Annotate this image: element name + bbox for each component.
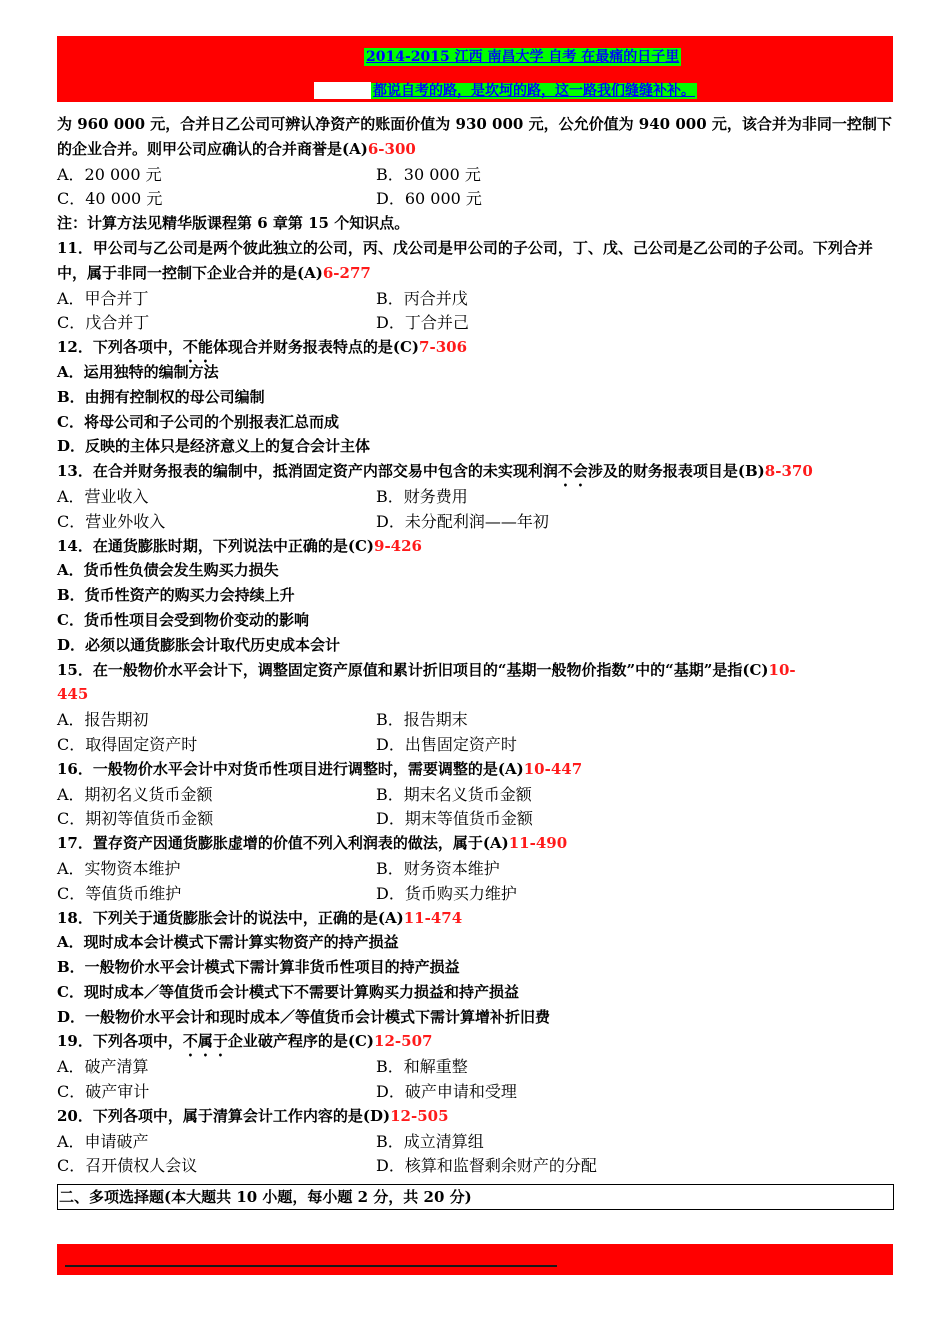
question-13 [57,459,893,484]
option-b: B．财务费用 [376,486,468,506]
question-15-cont [57,682,893,707]
option-b: B．和解重整 [376,1057,468,1077]
question-text: 13．在合并财务报表的编制中，抵消固定资产内部交易中包含的未实现利润 [57,462,558,481]
section-heading-multiple-choice: 二、多项选择题(本大题共 10 小题，每小题 2 分，共 20 分) [57,1184,894,1210]
question-text: 19．下列各项中， [57,1032,183,1051]
question-ref: 6-277 [322,263,371,282]
emphasis-text: 不属于 [182,1032,228,1051]
option-row [57,310,893,335]
question-ref: 12-505 [390,1106,449,1125]
question-text: 15．在一般物价水平会计下，调整固定资产原值和累计折旧项目的“基期一般物价指数”中的“基期”是指(C) [57,660,769,679]
question-15 [57,658,893,683]
option-row [57,1129,893,1154]
option-row [57,806,893,831]
question-text: 为 960 000 元，合并日乙公司可辨认净资产的账面价值为 930 000 元，公允价值为 940 000 元，该合并为非同一控制下的企业合并。则甲公司应确认的合并商誉是(A) [57,115,892,158]
question-ref: 8-370 [764,462,813,481]
question-ref: 12-507 [374,1032,433,1051]
question-text: 14．在通货膨胀时期，下列说法中正确的是(C) [57,536,375,555]
option-row [57,1079,893,1104]
note: 注：计算方法见精华版课程第 6 章第 15 个知识点。 [57,214,410,233]
option-d: D．货币购买力维护 [376,883,517,903]
question-text: 16．一般物价水平会计中对货币性项目进行调整时，需要调整的是(A) [57,759,524,778]
option-d: D．反映的主体只是经济意义上的复合会计主体 [57,437,371,456]
option-c: C．期初等值货币金额 [57,809,214,829]
option-a: A．报告期初 [57,710,149,730]
option-a: A．营业收入 [57,486,149,506]
banner-slogan [314,82,697,100]
option-b: B．货币性资产的购买力会持续上升 [57,586,295,605]
option-a: A．20 000 元 [57,164,162,184]
question-text: 12．下列各项中， [57,338,183,357]
question-16 [57,757,893,782]
question-11 [57,236,893,286]
option-d: D．必须以通货膨胀会计取代历史成本会计 [57,635,341,654]
question-text: 涉及的财务报表项目是(B) [587,462,765,481]
banner-slogan-link[interactable]: 都说自考的路，是坎坷的路，这一路我们缝缝补补。 [373,83,695,99]
option-b: B．30 000 元 [376,164,481,184]
question-list [57,112,893,1178]
question-text: 体现合并财务报表特点的是(C) [212,338,420,357]
question-ref: 9-426 [374,536,422,555]
option-a: A．实物资本维护 [57,858,181,878]
option-b: B．丙合并戊 [376,288,468,308]
option-d: D．破产申请和受理 [376,1082,517,1102]
question-20 [57,1104,893,1129]
option-b: B．财务资本维护 [376,858,500,878]
option-row [57,286,893,311]
option-row [57,509,893,534]
option-b: B．由拥有控制权的母公司编制 [57,387,265,406]
option-d: D．丁合并己 [376,313,469,333]
option-row [57,732,893,757]
option-c: C．40 000 元 [57,189,163,209]
option-b: B．报告期末 [376,710,468,730]
option-d: D．核算和监督剩余财产的分配 [376,1156,597,1176]
emphasis-text: 不会 [557,462,588,481]
option-c: C．破产审计 [57,1082,150,1102]
option-a: A．货币性负债会发生购买力损失 [57,561,279,580]
option-row [57,484,893,509]
option-b: B．期末名义货币金额 [376,784,532,804]
option-row [57,707,893,732]
option-d: D．出售固定资产时 [376,734,517,754]
option-c: C．等值货币维护 [57,883,182,903]
option-c: C．戊合并丁 [57,313,150,333]
option-d: D．60 000 元 [376,189,482,209]
question-ref: 10-447 [523,759,583,778]
option-c: C．召开债权人会议 [57,1156,198,1176]
question-18 [57,906,893,931]
question-ref: 11-474 [403,908,463,927]
option-a: A．申请破产 [57,1131,149,1151]
question-ref: 11-490 [508,834,568,853]
banner-title-link[interactable]: 2014-2015 江西 南昌大学 自考 在最痛的日子里 [366,49,680,65]
option-a: A．现时成本会计模式下需计算实物资产的持产损益 [57,933,399,952]
header-banner [57,36,893,102]
question-intro [57,112,893,162]
option-d: D．未分配利润——年初 [376,511,549,531]
white-block [314,82,371,99]
question-ref: 445 [57,685,89,704]
emphasis-text: 不能 [182,338,213,357]
option-d: D．一般物价水平会计和现时成本／等值货币会计模式下需计算增补折旧费 [57,1007,551,1026]
option-row [57,186,893,211]
option-row [57,1153,893,1178]
option-row [57,162,893,187]
footer-rule [65,1265,557,1267]
option-c: C．取得固定资产时 [57,734,198,754]
question-text: 17．置存资产因通货膨胀虚增的价值不列入利润表的做法，属于(A) [57,834,509,853]
question-ref: 7-306 [419,338,468,357]
option-a: A．甲合并丁 [57,288,149,308]
option-c: C．营业外收入 [57,511,166,531]
option-b: B．成立清算组 [376,1131,484,1151]
option-c: C．现时成本／等值货币会计模式下不需要计算购买力损益和持产损益 [57,982,519,1001]
question-17 [57,831,893,856]
footer-banner [57,1244,893,1275]
option-a: A．期初名义货币金额 [57,784,213,804]
question-text: 18．下列关于通货膨胀会计的说法中，正确的是(A) [57,908,404,927]
question-19 [57,1029,893,1054]
option-c: C．将母公司和子公司的个别报表汇总而成 [57,412,339,431]
option-a: A．运用独特的编制方法 [57,362,219,381]
question-12 [57,335,893,360]
option-row [57,856,893,881]
question-text: 企业破产程序的是(C) [227,1032,375,1051]
option-d: D．期末等值货币金额 [376,809,533,829]
question-14 [57,534,893,559]
option-c: C．货币性项目会受到物价变动的影响 [57,610,309,629]
option-a: A．破产清算 [57,1057,149,1077]
option-row [57,1054,893,1079]
option-row [57,881,893,906]
question-text: 20．下列各项中，属于清算会计工作内容的是(D) [57,1106,391,1125]
question-ref: 10- [768,660,796,679]
question-text: 11．甲公司与乙公司是两个彼此独立的公司，丙、戊公司是甲公司的子公司，丁、戊、己公司是乙公司的子公司。下列合并中，属于非同一控制下企业合并的是(A) [57,238,873,282]
option-row [57,782,893,807]
option-b: B．一般物价水平会计模式下需计算非货币性项目的持产损益 [57,958,460,977]
question-ref: 6-300 [367,139,416,158]
